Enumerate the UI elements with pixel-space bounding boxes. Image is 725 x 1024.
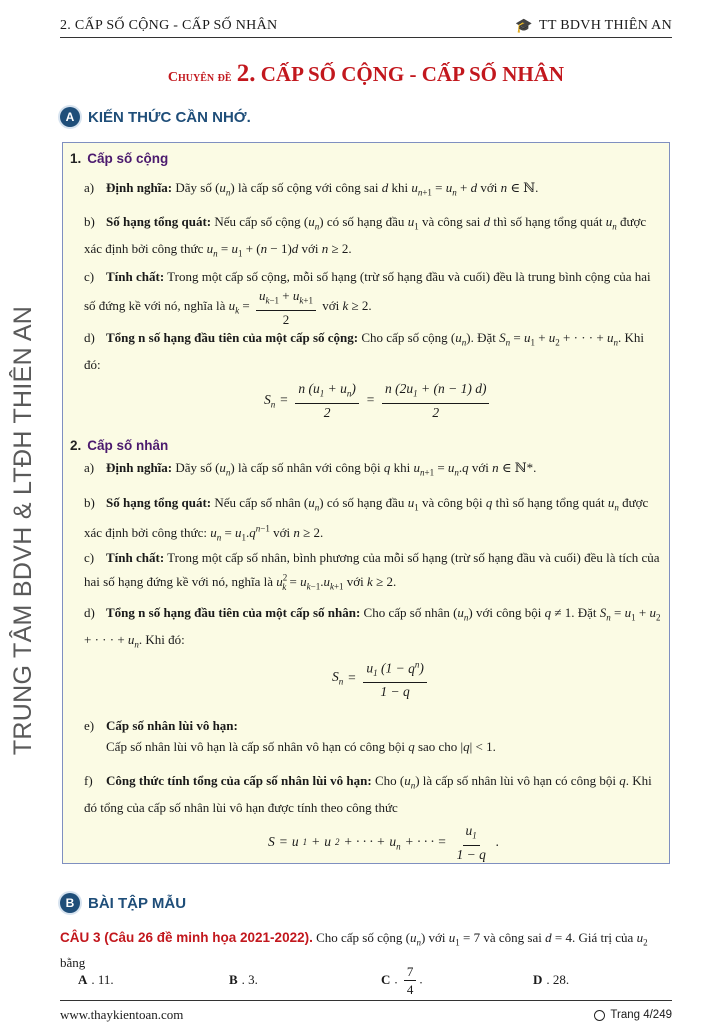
title-text: CẤP SỐ CỘNG - CẤP SỐ NHÂN — [260, 62, 565, 86]
p1-sum-formula: $S_n$ = $\frac{n (u_1 + u_n)}{2}$ = $\frac{n (2u_1 + (n - 1) d)}{2}$ — [264, 380, 492, 421]
header-chapter: 2. CẤP SỐ CỘNG - CẤP SỐ NHÂN — [60, 18, 278, 33]
p1-general-term: b) Số hạng tổng quát: Nếu cấp số cộng $(u_n)$ có số hạng đầu $u_1$ và công sai d thì số hạng tổng quát $u_n$ được xác định bởi công thức $u_n = u_1 + (n - 1)d$ với n ≥ 2. — [84, 214, 647, 259]
header-center-name: TT BDVH THIÊN AN — [538, 18, 672, 33]
page-title — [60, 60, 672, 88]
question-text: Cho cấp số cộng $(u_n)$ với $u_1 = 7$ và công sai d = 4. Giá trị của $u_2$ bằng — [60, 930, 648, 970]
running-header — [60, 15, 672, 38]
page-footer — [60, 1000, 672, 1023]
option-b[interactable]: B . 3. — [229, 972, 258, 987]
answer-options — [78, 962, 672, 998]
section-a-title: KIẾN THỨC CẦN NHỚ. — [88, 108, 251, 126]
p1-property: c) Tính chất: Trong một cấp số cộng, mỗi số hạng (trừ số hạng đầu và cuối) đều là trung bình cộng của hai số đứng kề với nó, nghĩa là $u_k$ = $\frac{u_{k-1} + u_{k+1}}{2}$ với k ≥ 2. — [84, 269, 651, 327]
p2-sum: d) Tổng n số hạng đầu tiên của một cấp số nhân: Cho cấp số nhân $(u_n)$ với công bội q ≠ 1. Đặt $S_n = u_1 + u_2$ + · · · + $u_n$. Khi đó: — [84, 605, 661, 650]
p1-definition: a) Định nghĩa: Dãy số $(u_n)$ là cấp số cộng với công sai d khi $u_{n+1} = u_n + d$ với n ∈ ℕ. — [84, 180, 539, 198]
section-b-heading — [60, 893, 186, 913]
section-a-heading — [60, 107, 251, 127]
question-label: CÂU 3 (Câu 26 đề minh họa 2021-2022). — [60, 930, 313, 945]
clock-icon — [594, 1010, 605, 1021]
footer-website[interactable]: www.thaykientoan.com — [60, 1007, 184, 1022]
option-a[interactable]: A . 11. — [78, 972, 114, 987]
graduation-cap-icon: 🎓 — [515, 18, 533, 34]
header-right — [515, 18, 672, 35]
p2-property: c) Tính chất: Trong một cấp số nhân, bình phương của mỗi số hạng (trừ số hạng đầu và cuối) đều là tích của hai số hạng đứng kề với nó, nghĩa là $u^2_k = u_{k-1}.u_{k+1}$ với k ≥ 2. — [84, 550, 660, 592]
part1-heading: 1. Cấp số cộng — [70, 151, 169, 166]
p1-sum: d) Tổng n số hạng đầu tiên của một cấp số cộng: Cho cấp số cộng $(u_n)$. Đặt $S_n = u_1 + u_2$ + · · · + $u_n$. Khi đó: — [84, 330, 644, 372]
section-a-badge: A — [60, 107, 80, 127]
p2-infinite-series: e) Cấp số nhân lùi vô hạn: Cấp số nhân lùi vô hạn là cấp số nhân vô hạn có công bội q sao cho |q| < 1. — [84, 718, 496, 754]
footer-page — [594, 1007, 672, 1023]
p2-definition: a) Định nghĩa: Dãy số $(u_n)$ là cấp số nhân với công bội q khi $u_{n+1} = u_n.q$ với n ∈ ℕ*. — [84, 460, 537, 478]
p2-infinite-sum: f) Công thức tính tổng của cấp số nhân lùi vô hạn: Cho $(u_n)$ là cấp số nhân lùi vô hạn có công bội q. Khi đó tổng của cấp số nhân lùi vô hạn được tính theo công thức — [84, 773, 652, 815]
part2-title: Cấp số nhân — [87, 438, 169, 453]
p2-infinite-sum-formula: S = u 1 + u 2 + · · · + $u_n$ + · · · = $\frac{u_1}{1 - q}$ . — [268, 823, 500, 862]
part2-heading: 2. Cấp số nhân — [70, 438, 169, 453]
vertical-watermark: TRUNG TÂM BDVH & LTĐH THIÊN AN — [9, 305, 38, 755]
option-c[interactable]: C . $\frac{7}{4}$ . — [381, 963, 423, 997]
section-b-badge: B — [60, 893, 80, 913]
option-d[interactable]: D . 28. — [533, 972, 570, 987]
title-number: 2. — [236, 60, 256, 87]
part1-title: Cấp số cộng — [87, 151, 169, 166]
p2-sum-formula: $S_n$ = $\frac{u_1 (1 - q^n)}{1 - q}$ — [332, 656, 430, 700]
p2-general-term: b) Số hạng tổng quát: Nếu cấp số nhân $(u_n)$ có số hạng đầu $u_1$ và công bội q thì số hạng tổng quát $u_n$ được xác định bởi công thức: $u_n = u_1.q^{n-1}$ với n ≥ 2. — [84, 495, 649, 543]
title-prefix: Chuyên đề — [167, 70, 232, 85]
page-number: Trang 4/249 — [610, 1009, 672, 1021]
section-b-title: BÀI TẬP MẪU — [88, 894, 187, 912]
